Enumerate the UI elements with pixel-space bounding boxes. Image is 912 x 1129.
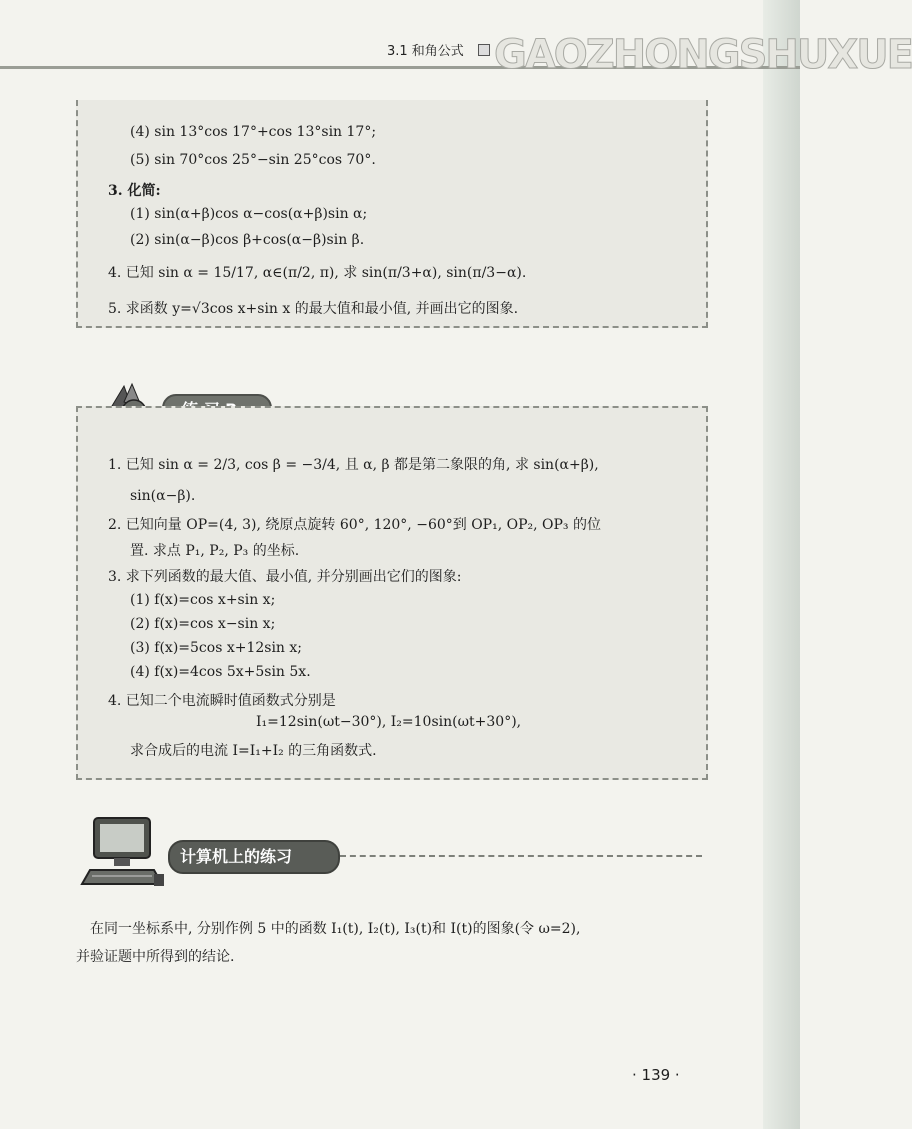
page-edge-band [763,0,800,1129]
computer-icon [80,814,170,890]
exercise-line: 求合成后的电流 I=I₁+I₂ 的三角函数式. [130,743,377,759]
computer-exercise-text: 并验证题中所得到的结论. [76,949,235,965]
exercise-line: (1) f(x)=cos x+sin x; [130,592,276,608]
exercise-line: (2) sin(α−β)cos β+cos(α−β)sin β. [130,232,365,248]
exercise-line: 置. 求点 P₁, P₂, P₃ 的坐标. [130,543,300,559]
computer-exercise-title: 计算机上的练习 [180,847,293,866]
header-watermark: GAOZHONGSHUXUE [494,32,912,78]
exercise-line: (3) f(x)=5cos x+12sin x; [130,640,303,656]
exercise-line: 3. 求下列函数的最大值、最小值, 并分别画出它们的图象: [108,569,462,585]
exercise-line: (4) sin 13°cos 17°+cos 13°sin 17°; [130,124,377,140]
section-label: 3.1 和角公式 [387,44,464,59]
exercise-line: sin(α−β). [130,488,196,504]
exercise-line: 1. 已知 sin α = 2/3, cos β = −3/4, 且 α, β 都是第二象限的角, 求 sin(α+β), [108,457,599,473]
exercise-line: I₁=12sin(ωt−30°), I₂=10sin(ωt+30°), [256,714,522,730]
exercise-line: 2. 已知向量 OP=(4, 3), 绕原点旋转 60°, 120°, −60°到 OP₁, OP₂, OP₃ 的位 [108,517,601,533]
page-number: · 139 · [632,1066,680,1084]
computer-exercise-rule [340,855,702,857]
exercise-line: (1) sin(α+β)cos α−cos(α+β)sin α; [130,206,368,222]
exercise-line: (2) f(x)=cos x−sin x; [130,616,276,632]
exercise-box-b [76,406,708,780]
exercise-box-a [76,100,708,328]
exercise-line: 3. 化简: [108,183,161,199]
exercise-line: 4. 已知 sin α = 15/17, α∈(π/2, π), 求 sin(π/3+α), sin(π/3−α). [108,265,527,281]
computer-exercise-text: 在同一坐标系中, 分别作例 5 中的函数 I₁(t), I₂(t), I₃(t)和 I(t)的图象(令 ω=2), [90,921,581,937]
exercise-line: 5. 求函数 y=√3cos x+sin x 的最大值和最小值, 并画出它的图象. [108,301,519,317]
exercise-line: 4. 已知二个电流瞬时值函数式分别是 [108,693,336,709]
header-square-icon [478,44,490,56]
exercise-line: (5) sin 70°cos 25°−sin 25°cos 70°. [130,152,376,168]
exercise-line: (4) f(x)=4cos 5x+5sin 5x. [130,664,311,680]
